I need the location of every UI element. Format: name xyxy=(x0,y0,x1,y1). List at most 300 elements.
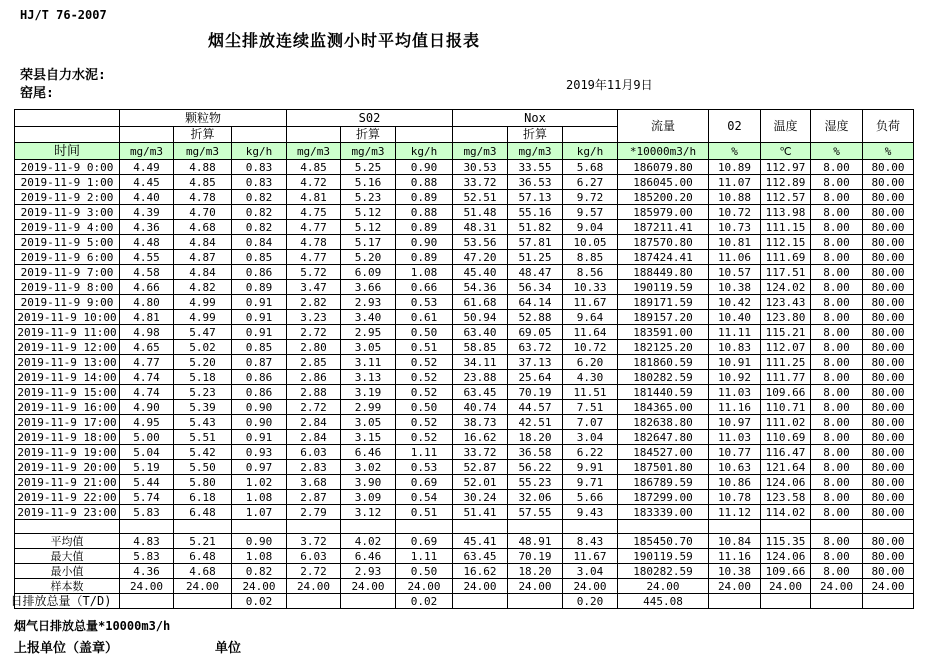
summary-cell: 4.68 xyxy=(174,564,232,579)
value-cell: 110.71 xyxy=(761,400,811,415)
group-header-nox: Nox xyxy=(453,110,618,127)
time-cell: 2019-11-9 18:00 xyxy=(15,430,120,445)
value-cell: 112.97 xyxy=(761,160,811,175)
summary-cell: 16.62 xyxy=(453,564,508,579)
value-cell: 4.68 xyxy=(174,220,232,235)
value-cell: 5.17 xyxy=(341,235,396,250)
value-cell: 80.00 xyxy=(863,490,914,505)
summary-cell: 24.00 xyxy=(863,579,914,594)
value-cell: 3.02 xyxy=(341,460,396,475)
value-cell: 5.23 xyxy=(174,385,232,400)
value-cell: 5.23 xyxy=(341,190,396,205)
time-cell: 2019-11-9 6:00 xyxy=(15,250,120,265)
value-cell: 4.49 xyxy=(120,160,174,175)
value-cell: 3.04 xyxy=(563,430,618,445)
value-cell: 0.91 xyxy=(232,325,287,340)
summary-label: 最小值 xyxy=(15,564,120,579)
value-cell: 2.86 xyxy=(287,370,341,385)
summary-cell: 24.00 xyxy=(232,579,287,594)
table-row xyxy=(15,385,914,400)
value-cell: 33.72 xyxy=(453,445,508,460)
summary-cell: 1.08 xyxy=(232,549,287,564)
value-cell: 0.83 xyxy=(232,175,287,190)
value-cell: 4.55 xyxy=(120,250,174,265)
summary-cell: 8.43 xyxy=(563,534,618,549)
value-cell: 0.91 xyxy=(232,310,287,325)
group-header-particulate: 颗粒物 xyxy=(120,110,287,127)
value-cell: 0.51 xyxy=(396,340,453,355)
value-cell: 80.00 xyxy=(863,475,914,490)
flue-gas-daily-total-label: 烟气日排放总量*10000m3/h xyxy=(14,619,171,633)
unit-cell: ℃ xyxy=(761,143,811,160)
value-cell: 4.74 xyxy=(120,370,174,385)
summary-cell: 24.00 xyxy=(761,579,811,594)
summary-cell: 0.50 xyxy=(396,564,453,579)
value-cell: 4.99 xyxy=(174,295,232,310)
value-cell: 115.21 xyxy=(761,325,811,340)
value-cell: 6.03 xyxy=(287,445,341,460)
value-cell: 2.80 xyxy=(287,340,341,355)
value-cell: 9.43 xyxy=(563,505,618,520)
value-cell: 80.00 xyxy=(863,160,914,175)
summary-cell xyxy=(709,594,761,609)
value-cell: 6.46 xyxy=(341,445,396,460)
time-cell: 2019-11-9 8:00 xyxy=(15,280,120,295)
value-cell: 10.91 xyxy=(709,355,761,370)
value-cell: 0.91 xyxy=(232,295,287,310)
summary-cell: 115.35 xyxy=(761,534,811,549)
time-header-spacer xyxy=(15,110,120,127)
value-cell: 10.81 xyxy=(709,235,761,250)
value-cell: 80.00 xyxy=(863,205,914,220)
value-cell: 5.50 xyxy=(174,460,232,475)
summary-cell: 24.00 xyxy=(396,579,453,594)
summary-cell: 0.90 xyxy=(232,534,287,549)
value-cell: 3.12 xyxy=(341,505,396,520)
summary-cell: 0.82 xyxy=(232,564,287,579)
value-cell: 4.85 xyxy=(287,160,341,175)
value-cell: 38.73 xyxy=(453,415,508,430)
table-row xyxy=(15,355,914,370)
value-cell: 187570.80 xyxy=(618,235,709,250)
table-row xyxy=(15,205,914,220)
blank-cell xyxy=(453,520,508,534)
value-cell: 188449.80 xyxy=(618,265,709,280)
blank-cell xyxy=(120,520,174,534)
summary-cell: 0.69 xyxy=(396,534,453,549)
value-cell: 80.00 xyxy=(863,175,914,190)
value-cell: 5.00 xyxy=(120,430,174,445)
summary-cell: 24.00 xyxy=(341,579,396,594)
value-cell: 8.56 xyxy=(563,265,618,280)
value-cell: 48.31 xyxy=(453,220,508,235)
summary-cell: 4.36 xyxy=(120,564,174,579)
header-flow: 流量 xyxy=(618,110,709,143)
value-cell: 182638.80 xyxy=(618,415,709,430)
blank-cell xyxy=(811,520,863,534)
time-cell: 2019-11-9 4:00 xyxy=(15,220,120,235)
value-cell: 6.22 xyxy=(563,445,618,460)
value-cell: 4.70 xyxy=(174,205,232,220)
summary-cell: 109.66 xyxy=(761,564,811,579)
value-cell: 10.42 xyxy=(709,295,761,310)
value-cell: 0.69 xyxy=(396,475,453,490)
value-cell: 2.88 xyxy=(287,385,341,400)
time-cell: 2019-11-9 2:00 xyxy=(15,190,120,205)
header-o2: 02 xyxy=(709,110,761,143)
value-cell: 33.72 xyxy=(453,175,508,190)
value-cell: 8.00 xyxy=(811,430,863,445)
value-cell: 183591.00 xyxy=(618,325,709,340)
time-cell: 2019-11-9 22:00 xyxy=(15,490,120,505)
blank-cell xyxy=(863,520,914,534)
value-cell: 4.87 xyxy=(174,250,232,265)
table-row xyxy=(15,160,914,175)
value-cell: 51.82 xyxy=(508,220,563,235)
value-cell: 8.00 xyxy=(811,295,863,310)
value-cell: 10.72 xyxy=(563,340,618,355)
value-cell: 0.82 xyxy=(232,220,287,235)
summary-cell: 124.06 xyxy=(761,549,811,564)
summary-cell: 6.03 xyxy=(287,549,341,564)
nox-rate-spacer xyxy=(563,127,618,143)
value-cell: 5.68 xyxy=(563,160,618,175)
summary-cell: 10.38 xyxy=(709,564,761,579)
summary-cell xyxy=(863,594,914,609)
value-cell: 5.47 xyxy=(174,325,232,340)
value-cell: 5.16 xyxy=(341,175,396,190)
so2-rate-spacer xyxy=(396,127,453,143)
value-cell: 8.00 xyxy=(811,280,863,295)
value-cell: 0.52 xyxy=(396,415,453,430)
value-cell: 0.90 xyxy=(232,400,287,415)
value-cell: 6.48 xyxy=(174,505,232,520)
value-cell: 0.54 xyxy=(396,490,453,505)
summary-cell xyxy=(811,594,863,609)
summary-cell: 24.00 xyxy=(618,579,709,594)
value-cell: 0.86 xyxy=(232,370,287,385)
value-cell: 3.09 xyxy=(341,490,396,505)
unit-label: 单位 xyxy=(215,641,242,656)
value-cell: 186045.00 xyxy=(618,175,709,190)
time-cell: 2019-11-9 0:00 xyxy=(15,160,120,175)
value-cell: 4.65 xyxy=(120,340,174,355)
value-cell: 2.84 xyxy=(287,430,341,445)
value-cell: 0.88 xyxy=(396,205,453,220)
value-cell: 8.00 xyxy=(811,490,863,505)
value-cell: 11.03 xyxy=(709,430,761,445)
table-row xyxy=(15,340,914,355)
value-cell: 52.51 xyxy=(453,190,508,205)
value-cell: 2.83 xyxy=(287,460,341,475)
value-cell: 111.69 xyxy=(761,250,811,265)
spacer-row xyxy=(15,520,914,534)
value-cell: 9.72 xyxy=(563,190,618,205)
value-cell: 9.57 xyxy=(563,205,618,220)
blank-cell xyxy=(709,520,761,534)
value-cell: 25.64 xyxy=(508,370,563,385)
value-cell: 2.95 xyxy=(341,325,396,340)
summary-cell xyxy=(453,594,508,609)
value-cell: 8.00 xyxy=(811,235,863,250)
value-cell: 0.90 xyxy=(396,235,453,250)
unit-cell: kg/h xyxy=(396,143,453,160)
summary-cell: 4.83 xyxy=(120,534,174,549)
table-row xyxy=(15,490,914,505)
time-cell: 2019-11-9 9:00 xyxy=(15,295,120,310)
value-cell: 112.89 xyxy=(761,175,811,190)
value-cell: 51.25 xyxy=(508,250,563,265)
value-cell: 111.25 xyxy=(761,355,811,370)
summary-cell: 24.00 xyxy=(709,579,761,594)
value-cell: 2.87 xyxy=(287,490,341,505)
value-cell: 6.20 xyxy=(563,355,618,370)
unit-cell: mg/m3 xyxy=(120,143,174,160)
value-cell: 0.66 xyxy=(396,280,453,295)
value-cell: 5.20 xyxy=(341,250,396,265)
summary-cell: 10.84 xyxy=(709,534,761,549)
value-cell: 40.74 xyxy=(453,400,508,415)
table-row xyxy=(15,415,914,430)
table-row xyxy=(15,460,914,475)
unit-cell: % xyxy=(863,143,914,160)
value-cell: 11.07 xyxy=(709,175,761,190)
value-cell: 0.82 xyxy=(232,190,287,205)
time-cell: 2019-11-9 17:00 xyxy=(15,415,120,430)
value-cell: 37.13 xyxy=(508,355,563,370)
value-cell: 5.19 xyxy=(120,460,174,475)
value-cell: 0.88 xyxy=(396,175,453,190)
value-cell: 45.40 xyxy=(453,265,508,280)
blank-cell xyxy=(15,520,120,534)
value-cell: 3.11 xyxy=(341,355,396,370)
summary-cell: 24.00 xyxy=(563,579,618,594)
value-cell: 4.78 xyxy=(287,235,341,250)
summary-label: 平均值 xyxy=(15,534,120,549)
value-cell: 189171.59 xyxy=(618,295,709,310)
value-cell: 4.45 xyxy=(120,175,174,190)
value-cell: 0.50 xyxy=(396,325,453,340)
header-row-groups xyxy=(15,110,914,127)
value-cell: 80.00 xyxy=(863,415,914,430)
table-row xyxy=(15,220,914,235)
value-cell: 80.00 xyxy=(863,250,914,265)
blank-cell xyxy=(174,520,232,534)
table-row xyxy=(15,310,914,325)
so2-raw-spacer xyxy=(287,127,341,143)
value-cell: 80.00 xyxy=(863,280,914,295)
value-cell: 9.71 xyxy=(563,475,618,490)
value-cell: 185200.20 xyxy=(618,190,709,205)
summary-row xyxy=(15,549,914,564)
value-cell: 0.84 xyxy=(232,235,287,250)
value-cell: 33.55 xyxy=(508,160,563,175)
value-cell: 8.00 xyxy=(811,340,863,355)
value-cell: 3.15 xyxy=(341,430,396,445)
value-cell: 10.73 xyxy=(709,220,761,235)
value-cell: 8.00 xyxy=(811,400,863,415)
value-cell: 8.00 xyxy=(811,205,863,220)
table-row xyxy=(15,280,914,295)
value-cell: 4.66 xyxy=(120,280,174,295)
value-cell: 4.90 xyxy=(120,400,174,415)
value-cell: 123.43 xyxy=(761,295,811,310)
time-cell: 2019-11-9 5:00 xyxy=(15,235,120,250)
value-cell: 111.02 xyxy=(761,415,811,430)
value-cell: 0.61 xyxy=(396,310,453,325)
value-cell: 5.80 xyxy=(174,475,232,490)
value-cell: 8.00 xyxy=(811,310,863,325)
value-cell: 3.13 xyxy=(341,370,396,385)
standard-number: HJ/T 76-2007 xyxy=(20,8,107,22)
time-cell: 2019-11-9 10:00 xyxy=(15,310,120,325)
value-cell: 4.39 xyxy=(120,205,174,220)
value-cell: 4.84 xyxy=(174,265,232,280)
time-cell: 2019-11-9 19:00 xyxy=(15,445,120,460)
value-cell: 32.06 xyxy=(508,490,563,505)
unit-cell: *10000m3/h xyxy=(618,143,709,160)
value-cell: 11.51 xyxy=(563,385,618,400)
value-cell: 4.48 xyxy=(120,235,174,250)
value-cell: 0.89 xyxy=(232,280,287,295)
value-cell: 10.92 xyxy=(709,370,761,385)
value-cell: 5.51 xyxy=(174,430,232,445)
value-cell: 0.90 xyxy=(396,160,453,175)
table-row xyxy=(15,235,914,250)
summary-cell: 24.00 xyxy=(811,579,863,594)
value-cell: 4.99 xyxy=(174,310,232,325)
value-cell: 114.02 xyxy=(761,505,811,520)
blank-cell xyxy=(563,520,618,534)
summary-cell: 5.21 xyxy=(174,534,232,549)
value-cell: 2.93 xyxy=(341,295,396,310)
value-cell: 30.24 xyxy=(453,490,508,505)
value-cell: 183339.00 xyxy=(618,505,709,520)
pm-rate-spacer xyxy=(232,127,287,143)
value-cell: 4.82 xyxy=(174,280,232,295)
summary-cell: 190119.59 xyxy=(618,549,709,564)
table-row xyxy=(15,505,914,520)
table-row xyxy=(15,250,914,265)
value-cell: 182647.80 xyxy=(618,430,709,445)
report-table xyxy=(10,109,914,609)
value-cell: 7.07 xyxy=(563,415,618,430)
value-cell: 3.05 xyxy=(341,340,396,355)
value-cell: 80.00 xyxy=(863,340,914,355)
time-cell: 2019-11-9 23:00 xyxy=(15,505,120,520)
value-cell: 10.89 xyxy=(709,160,761,175)
value-cell: 11.64 xyxy=(563,325,618,340)
value-cell: 4.77 xyxy=(287,250,341,265)
time-header: 时间 xyxy=(15,143,120,160)
summary-cell: 3.72 xyxy=(287,534,341,549)
unit-cell: kg/h xyxy=(563,143,618,160)
page-title: 烟尘排放连续监测小时平均值日报表 xyxy=(208,31,481,50)
value-cell: 2.84 xyxy=(287,415,341,430)
value-cell: 5.39 xyxy=(174,400,232,415)
blank-cell xyxy=(396,520,453,534)
reporting-unit-label: 上报单位（盖章） xyxy=(14,641,119,656)
summary-cell: 1.11 xyxy=(396,549,453,564)
value-cell: 4.88 xyxy=(174,160,232,175)
value-cell: 0.52 xyxy=(396,370,453,385)
value-cell: 4.74 xyxy=(120,385,174,400)
value-cell: 8.00 xyxy=(811,220,863,235)
time-cell: 2019-11-9 3:00 xyxy=(15,205,120,220)
value-cell: 187501.80 xyxy=(618,460,709,475)
value-cell: 112.57 xyxy=(761,190,811,205)
value-cell: 187424.41 xyxy=(618,250,709,265)
summary-cell: 8.00 xyxy=(811,549,863,564)
value-cell: 3.47 xyxy=(287,280,341,295)
pm-raw-spacer xyxy=(120,127,174,143)
summary-cell: 6.46 xyxy=(341,549,396,564)
value-cell: 52.87 xyxy=(453,460,508,475)
summary-cell: 24.00 xyxy=(453,579,508,594)
value-cell: 56.34 xyxy=(508,280,563,295)
value-cell: 5.02 xyxy=(174,340,232,355)
table-body xyxy=(10,160,914,609)
summary-cell: 80.00 xyxy=(863,534,914,549)
value-cell: 4.40 xyxy=(120,190,174,205)
value-cell: 80.00 xyxy=(863,385,914,400)
value-cell: 0.86 xyxy=(232,265,287,280)
value-cell: 1.07 xyxy=(232,505,287,520)
table-row xyxy=(15,325,914,340)
value-cell: 117.51 xyxy=(761,265,811,280)
time-cell: 2019-11-9 11:00 xyxy=(15,325,120,340)
report-date: 2019年11月9日 xyxy=(566,78,653,92)
value-cell: 5.74 xyxy=(120,490,174,505)
value-cell: 4.84 xyxy=(174,235,232,250)
time-cell: 2019-11-9 13:00 xyxy=(15,355,120,370)
blank-cell xyxy=(508,520,563,534)
time-cell: 2019-11-9 20:00 xyxy=(15,460,120,475)
time-cell: 2019-11-9 15:00 xyxy=(15,385,120,400)
value-cell: 0.53 xyxy=(396,460,453,475)
value-cell: 124.06 xyxy=(761,475,811,490)
value-cell: 8.00 xyxy=(811,190,863,205)
table-row xyxy=(15,265,914,280)
blank-cell xyxy=(618,520,709,534)
table-row xyxy=(15,295,914,310)
value-cell: 110.69 xyxy=(761,430,811,445)
value-cell: 80.00 xyxy=(863,430,914,445)
table-row xyxy=(15,190,914,205)
unit-cell: mg/m3 xyxy=(341,143,396,160)
value-cell: 80.00 xyxy=(863,445,914,460)
value-cell: 0.82 xyxy=(232,205,287,220)
value-cell: 5.12 xyxy=(341,220,396,235)
value-cell: 2.82 xyxy=(287,295,341,310)
value-cell: 3.05 xyxy=(341,415,396,430)
summary-cell: 0.02 xyxy=(396,594,453,609)
value-cell: 8.00 xyxy=(811,445,863,460)
value-cell: 3.40 xyxy=(341,310,396,325)
value-cell: 8.00 xyxy=(811,175,863,190)
nox-raw-spacer xyxy=(453,127,508,143)
summary-cell: 8.00 xyxy=(811,534,863,549)
summary-cell: 2.93 xyxy=(341,564,396,579)
value-cell: 8.00 xyxy=(811,385,863,400)
value-cell: 112.15 xyxy=(761,235,811,250)
value-cell: 52.01 xyxy=(453,475,508,490)
value-cell: 124.02 xyxy=(761,280,811,295)
value-cell: 10.78 xyxy=(709,490,761,505)
value-cell: 16.62 xyxy=(453,430,508,445)
blank-cell xyxy=(761,520,811,534)
unit-cell: % xyxy=(811,143,863,160)
